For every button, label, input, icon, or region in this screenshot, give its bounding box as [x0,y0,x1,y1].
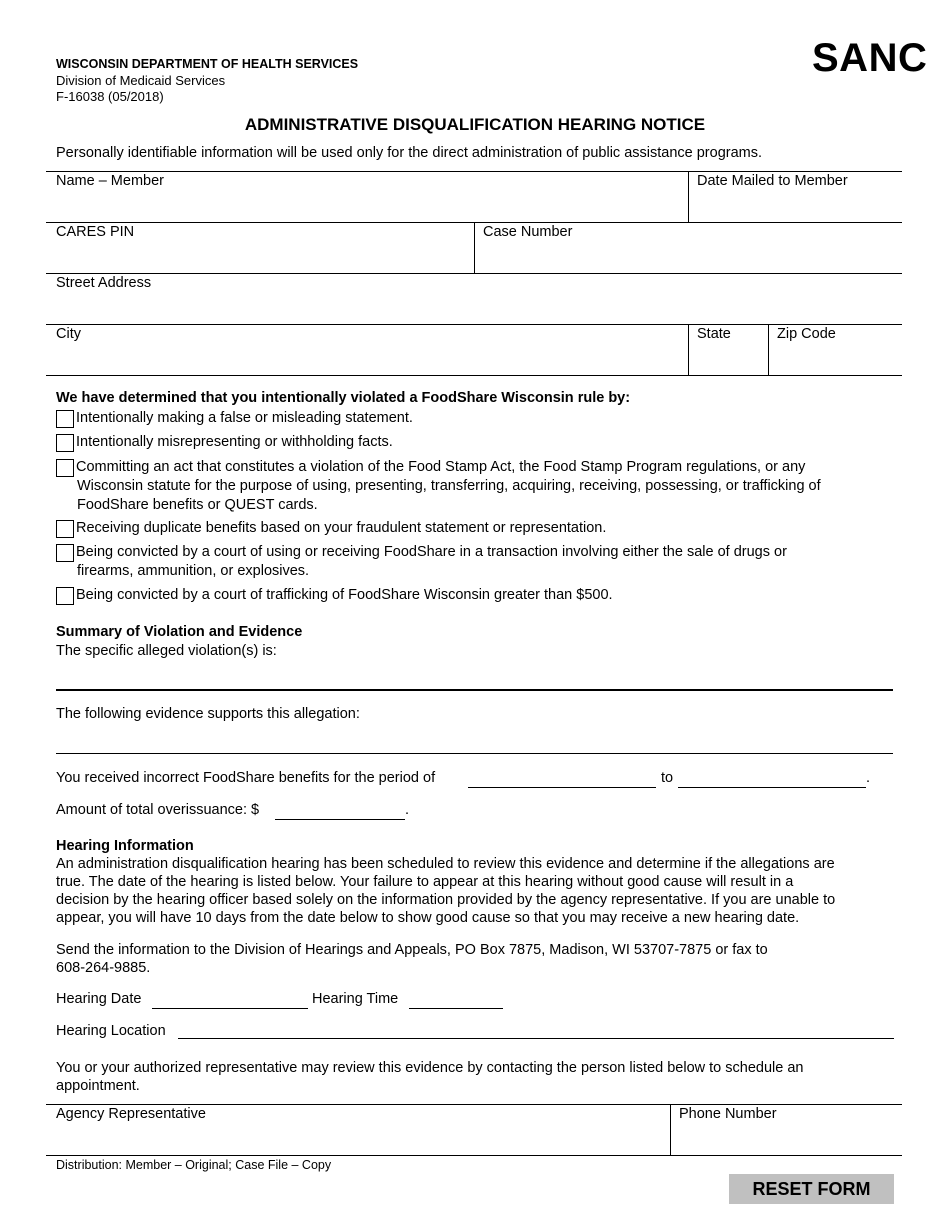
form-code: SANC [812,36,928,80]
department-name: WISCONSIN DEPARTMENT OF HEALTH SERVICES [56,57,359,71]
hearing-paragraph-line: appear, you will have 10 days from the date below to show good cause so that you may receive a new hearing date. [56,910,800,926]
phone-number-label: Phone Number [679,1106,777,1122]
city-label: City [56,326,81,342]
violation-option-label: Wisconsin statute for the purpose of using, presenting, transferring, acquiring, receiving, possessing, or trafficking of [77,478,821,494]
phone-number-input[interactable] [679,1129,895,1151]
name-member-label: Name – Member [56,173,164,189]
hearing-location-input[interactable] [178,1021,892,1039]
page-title: ADMINISTRATIVE DISQUALIFICATION HEARING NOTICE [244,115,706,134]
violation-option-label: Being convicted by a court of using or receiving FoodShare in a transaction involving either the sale of drugs or [76,544,787,560]
divider [56,689,893,691]
period-start-input[interactable] [468,772,656,788]
hearing-heading: Hearing Information [56,838,194,854]
period-label: You received incorrect FoodShare benefits for the period of [56,770,436,786]
violation-checkbox-drugs-firearms[interactable] [56,544,74,562]
date-mailed-input[interactable] [697,196,895,218]
violation-option-label: Being convicted by a court of trafficking of FoodShare Wisconsin greater than $500. [76,587,613,603]
agency-representative-label: Agency Representative [56,1106,206,1122]
review-info-line: appointment. [56,1078,140,1094]
period-end-input[interactable] [678,772,866,788]
hearing-paragraph-line: true. The date of the hearing is listed below. Your failure to appear at this hearing without good cause will result in a [56,874,794,890]
divider [46,324,902,325]
violation-checkbox-duplicate-benefits[interactable] [56,520,74,538]
summary-heading: Summary of Violation and Evidence [56,624,303,640]
state-input[interactable] [697,349,761,371]
privacy-notice: Personally identifiable information will be used only for the direct administration of public assistance programs. [56,145,763,161]
reset-form-button[interactable]: RESET FORM [729,1174,894,1204]
violation-option-label: Committing an act that constitutes a violation of the Food Stamp Act, the Food Stamp Program regulations, or any [76,459,806,475]
violation-checkbox-false-statement[interactable] [56,410,74,428]
hearing-paragraph-line: An administration disqualification hearing has been scheduled to review this evidence and determine if the allegations are [56,856,835,872]
divider [768,324,769,376]
divider [46,375,902,376]
period-to-label: to [661,770,674,786]
violation-option-label: Receiving duplicate benefits based on your fraudulent statement or representation. [76,520,607,536]
divider [688,324,689,376]
amount-label: Amount of total overissuance: $ [56,802,260,818]
divider [56,753,893,754]
evidence-label: The following evidence supports this allegation: [56,706,360,722]
alleged-violation-label: The specific alleged violation(s) is: [56,643,277,659]
violations-heading: We have determined that you intentionally violated a FoodShare Wisconsin rule by: [56,390,631,406]
divider [46,273,902,274]
alleged-violation-input[interactable] [56,664,892,688]
divider [178,1038,894,1039]
cares-pin-label: CARES PIN [56,224,135,240]
violation-option-label: Intentionally misrepresenting or withholding facts. [76,434,393,450]
name-member-input[interactable] [56,196,676,218]
street-address-input[interactable] [56,298,894,320]
amount-input[interactable] [275,804,405,820]
send-info-line: Send the information to the Division of Hearings and Appeals, PO Box 7875, Madison, WI 53707-7875 or fax to [56,942,768,958]
form-number: F-16038 (05/2018) [56,89,164,104]
zip-code-input[interactable] [777,349,895,371]
date-mailed-label: Date Mailed to Member [697,173,848,189]
violation-checkbox-food-stamp-act[interactable] [56,459,74,477]
violation-option-label: Intentionally making a false or misleading statement. [76,410,413,426]
divider [474,222,475,274]
divider [46,1155,902,1156]
division-name: Division of Medicaid Services [56,73,226,88]
agency-representative-input[interactable] [56,1129,662,1151]
zip-code-label: Zip Code [777,326,836,342]
hearing-date-input[interactable] [152,993,308,1009]
review-info-line: You or your authorized representative may review this evidence by contacting the person listed below to schedule an [56,1060,804,1076]
hearing-date-label: Hearing Date [56,991,142,1007]
city-input[interactable] [56,349,676,371]
cares-pin-input[interactable] [56,247,466,269]
violation-checkbox-misrepresenting[interactable] [56,434,74,452]
case-number-input[interactable] [483,247,893,269]
divider [670,1104,671,1156]
case-number-label: Case Number [483,224,573,240]
divider [46,1104,902,1105]
distribution-note: Distribution: Member – Original; Case File – Copy [56,1158,332,1172]
divider [46,171,902,172]
state-label: State [697,326,731,342]
hearing-location-label: Hearing Location [56,1023,166,1039]
violation-checkbox-trafficking[interactable] [56,587,74,605]
hearing-time-input[interactable] [409,993,503,1009]
violation-option-label: FoodShare benefits or QUEST cards. [77,497,318,513]
divider [688,171,689,223]
send-info-line: 608-264-9885. [56,960,151,976]
evidence-input[interactable] [56,728,892,752]
street-address-label: Street Address [56,275,152,291]
amount-end-punct: . [405,802,410,818]
hearing-paragraph-line: decision by the hearing officer based solely on the information provided by the agency representative. If you are unable to [56,892,836,908]
violation-option-label: firearms, ammunition, or explosives. [77,563,310,579]
period-end-punct: . [866,770,871,786]
hearing-time-label: Hearing Time [312,991,399,1007]
